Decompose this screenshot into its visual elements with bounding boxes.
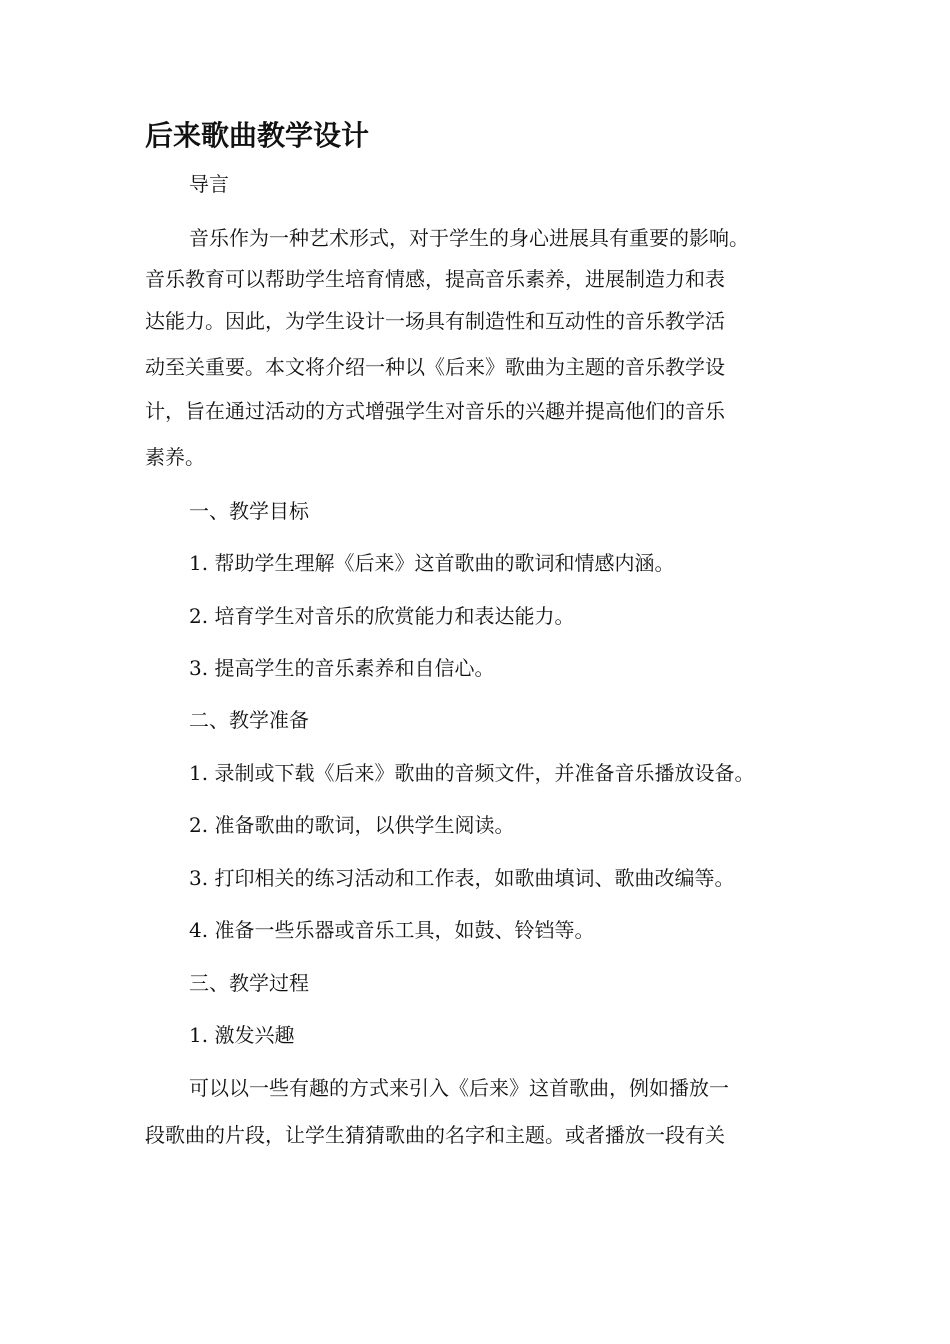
intro-line: 计，旨在通过活动的方式增强学生对音乐的兴趣并提高他们的音乐 [145,399,725,423]
paragraph-line: 段歌曲的片段，让学生猜猜歌曲的名字和主题。或者播放一段有关 [145,1123,725,1147]
list-item: 3. 提高学生的音乐素养和自信心。 [189,656,495,680]
intro-line: 动至关重要。本文将介绍一种以《后来》歌曲为主题的音乐教学设 [145,355,725,379]
document-title: 后来歌曲教学设计 [145,119,370,152]
intro-line: 达能力。因此，为学生设计一场具有制造性和互动性的音乐教学活 [145,309,725,333]
list-item: 1. 帮助学生理解《后来》这首歌曲的歌词和情感内涵。 [189,551,675,575]
list-item: 1. 录制或下载《后来》歌曲的音频文件，并准备音乐播放设备。 [189,761,755,785]
list-item: 4. 准备一些乐器或音乐工具，如鼓、铃铛等。 [189,918,595,942]
list-item: 3. 打印相关的练习活动和工作表，如歌曲填词、歌曲改编等。 [189,866,735,890]
list-item: 2. 准备歌曲的歌词，以供学生阅读。 [189,813,515,837]
intro-line: 音乐作为一种艺术形式，对于学生的身心进展具有重要的影响。 [189,226,749,250]
section-heading: 三、教学过程 [189,971,309,995]
list-item: 2. 培育学生对音乐的欣赏能力和表达能力。 [189,604,575,628]
intro-line: 素养。 [145,445,205,469]
subsection-heading: 1. 激发兴趣 [189,1023,295,1047]
section-heading: 一、教学目标 [189,499,309,523]
section-heading: 二、教学准备 [189,708,309,732]
intro-heading: 导言 [189,172,229,196]
paragraph-line: 可以以一些有趣的方式来引入《后来》这首歌曲，例如播放一 [189,1076,729,1100]
intro-line: 音乐教育可以帮助学生培育情感，提高音乐素养，进展制造力和表 [145,267,725,291]
